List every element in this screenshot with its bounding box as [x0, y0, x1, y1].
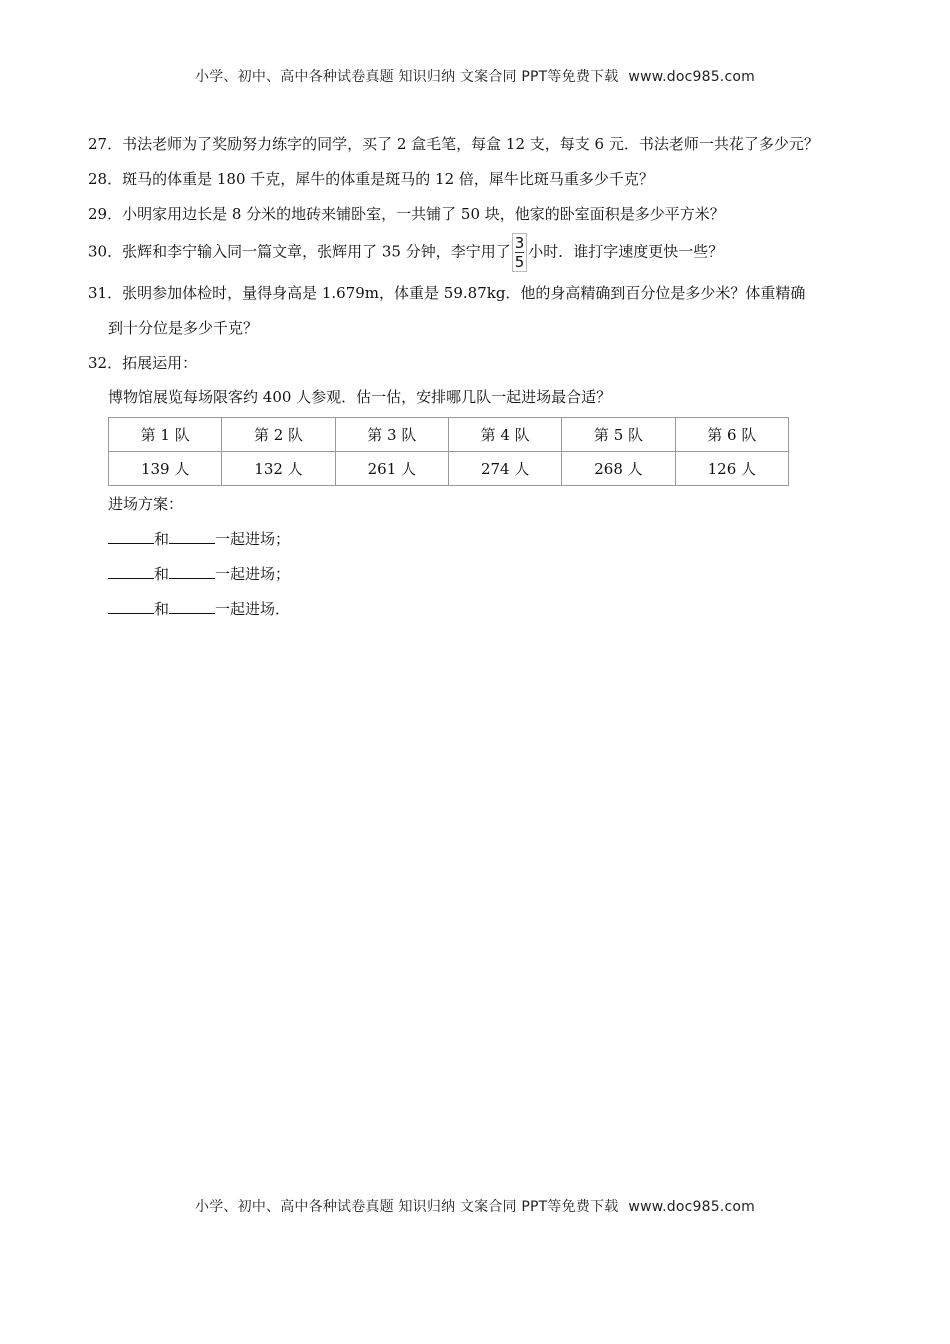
fraction-three-fifths: [512, 233, 528, 272]
answer-blank[interactable]: [108, 562, 154, 579]
count-cell: 132 人: [222, 452, 335, 486]
count-cell: 274 人: [448, 452, 561, 486]
question-30: [88, 233, 878, 272]
plan-end: 一起进场；: [215, 530, 291, 548]
question-29: 29．小明家用边长是 8 分米的地砖来铺卧室，一共铺了 50 块，他家的卧室面积是多少平方米？: [88, 205, 725, 223]
plan-line-1: [88, 527, 878, 551]
team-cell: 第 3 队: [335, 418, 448, 452]
page-header: [0, 66, 950, 86]
question-31-line1: 31．张明参加体检时，量得身高是 1.679m，体重是 59.87kg．他的身高精确到百分位是多少米？体重精确: [88, 284, 806, 302]
answer-blank[interactable]: [169, 597, 215, 614]
header-text: 小学、初中、高中各种试卷真题 知识归纳 文案合同 PPT等免费下载: [195, 69, 619, 85]
fraction-denominator: 5: [514, 253, 525, 271]
footer-text: 小学、初中、高中各种试卷真题 知识归纳 文案合同 PPT等免费下载: [195, 1199, 619, 1215]
answer-blank[interactable]: [108, 597, 154, 614]
team-table: [108, 417, 789, 486]
count-cell: 268 人: [562, 452, 675, 486]
plan-line-3: [88, 597, 878, 621]
page-footer: [0, 1196, 950, 1216]
question-30-before: 30．张辉和李宁输入同一篇文章，张辉用了 35 分钟，李宁用了: [88, 242, 511, 261]
question-30-after: 小时．谁打字速度更快一些？: [528, 242, 724, 261]
team-count-row: [109, 452, 789, 486]
plan-and: 和: [154, 530, 170, 548]
footer-site: www.doc985.com: [628, 1199, 755, 1215]
header-site: www.doc985.com: [628, 69, 755, 85]
question-27: 27．书法老师为了奖励努力练字的同学，买了 2 盒毛笔，每盒 12 支，每支 6 元．书法老师一共花了多少元？: [88, 135, 819, 153]
count-cell: 139 人: [109, 452, 222, 486]
question-list: [88, 132, 878, 621]
team-cell: 第 4 队: [448, 418, 561, 452]
answer-blank[interactable]: [169, 527, 215, 544]
question-31-line2: 到十分位是多少千克？: [108, 319, 259, 337]
count-cell: 261 人: [335, 452, 448, 486]
question-32-title: 32．拓展运用：: [88, 354, 198, 372]
team-cell: 第 6 队: [675, 418, 788, 452]
team-cell: 第 5 队: [562, 418, 675, 452]
answer-blank[interactable]: [108, 527, 154, 544]
fraction-numerator: 3: [514, 234, 525, 252]
plan-end: 一起进场；: [215, 565, 291, 583]
plan-and: 和: [154, 565, 170, 583]
plan-and: 和: [154, 600, 170, 618]
answer-blank[interactable]: [169, 562, 215, 579]
plan-title: 进场方案：: [108, 495, 184, 513]
team-header-row: [109, 418, 789, 452]
question-31: [88, 281, 878, 340]
plan-line-2: [88, 562, 878, 586]
team-cell: 第 1 队: [109, 418, 222, 452]
team-cell: 第 2 队: [222, 418, 335, 452]
count-cell: 126 人: [675, 452, 788, 486]
question-32-intro: 博物馆展览每场限客约 400 人参观．估一估，安排哪几队一起进场最合适？: [108, 388, 612, 406]
question-28: 28．斑马的体重是 180 千克，犀牛的体重是斑马的 12 倍，犀牛比斑马重多少千克？: [88, 170, 654, 188]
plan-end: 一起进场．: [215, 600, 291, 618]
